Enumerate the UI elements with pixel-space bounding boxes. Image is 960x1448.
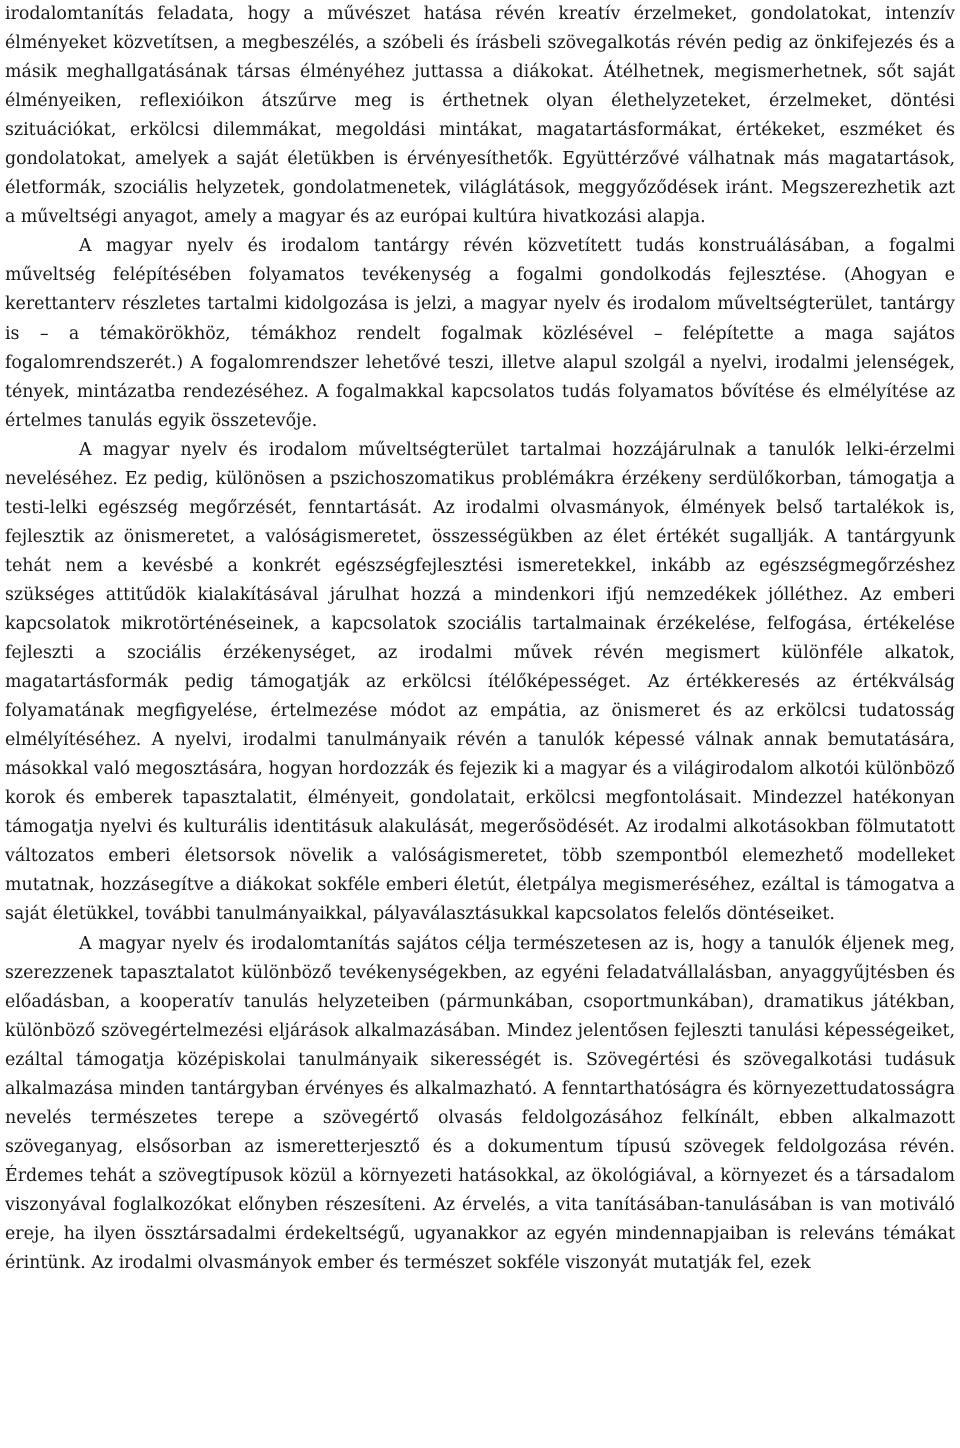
- paragraph-2: A magyar nyelv és irodalom tantárgy révén közvetített tudás konstruálásában, a fogalmi műveltség felépítésében folyamatos tevékenység a fogalmi gondolkodás fejlesztése. (Ahogyan e kerettanterv részletes tartalmi kidolgozása is jelzi, a magyar nyelv és irodalom műveltségterület, tantárgy is – a témakörökhöz, témákhoz rendelt fogalmak közlésével – felépítette a maga sajátos fogalomrendszerét.) A fogalomrendszer lehetővé teszi, illetve alapul szolgál a nyelvi, irodalmi jelenségek, tények, mintázatba rendezéséhez. A fogalmakkal kapcsolatos tudás folyamatos bővítése és elmélyítése az értelmes tanulás egyik összetevője.: [5, 236, 955, 431]
- paragraph-4: A magyar nyelv és irodalomtanítás sajátos célja természetesen az is, hogy a tanulók éljenek meg, szerezzenek tapasztalatot különböző tevékenységekben, az egyéni feladatvállalásban, anyaggyűjtésben és előadásban, a kooperatív tanulás helyzeteiben (pármunkában, csoportmunkában), dramatikus játékban, különböző szövegértelmezési eljárások alkalmazásában. Mindez jelentősen fejleszti tanulási képességeiket, ezáltal támogatja középiskolai tanulmányaik sikerességét is. Szövegértési és szövegalkotási tudásuk alkalmazása minden tantárgyban érvényes és alkalmazható. A fenntarthatóságra és környezettudatosságra nevelés természetes terepe a szövegértő olvasás feldolgozásához felkínált, ebben alkalmazott szöveganyag, elsősorban az ismeretterjesztő és a dokumentum típusú szövegek feldolgozása révén. Érdemes tehát a szövegtípusok közül a környezeti hatásokkal, az ökológiával, a környezet és a társadalom viszonyával foglalkozókat előnyben részesíteni. Az érvelés, a vita tanításában-tanulásában is van motiváló ereje, ha ilyen össztársadalmi érdekeltségű, ugyanakkor az egyén mindennapjaiban is releváns témákat érintünk. Az irodalmi olvasmányok ember és természet sokféle viszonyát mutatják fel, ezek: [5, 933, 955, 1274]
- paragraph-1: irodalomtanítás feladata, hogy a művészet hatása révén kreatív érzelmeket, gondolatokat, intenzív élményeket közvetítsen, a megbeszélés, a szóbeli és írásbeli szövegalkotás révén pedig az önkifejezés és a másik meghallgatásának társas élményéhez juttassa a diákokat. Átélhetnek, megismerhetnek, sőt saját élményeiken, reflexióikon átszűrve meg is érthetnek olyan élethelyzeteket, érzelmeket, döntési szituációkat, erkölcsi dilemmákat, megoldási mintákat, magatartásformákat, értékeket, eszméket és gondolatokat, amelyek a saját életükben is érvényesíthetők. Együttérzővé válhatnak más magatartások, életformák, szociális helyzetek, gondolatmenetek, világlátások, meggyőződések iránt. Megszerezhetik azt a műveltségi anyagot, amely a magyar és az európai kultúra hivatkozási alapja.: [5, 4, 955, 228]
- document-page: [5, 0, 955, 1278]
- paragraph-3: A magyar nyelv és irodalom műveltségterület tartalmai hozzájárulnak a tanulók lelki-érzelmi neveléséhez. Ez pedig, különösen a pszichoszomatikus problémákra érzékeny serdülőkorban, támogatja a testi-lelki egészség megőrzését, fenntartását. Az irodalmi olvasmányok, élmények belső tartalékok is, fejlesztik az önismeretet, a valóságismeretet, összességükben az élet értékét sugallják. A tantárgyunk tehát nem a kevésbé a konkrét egészségfejlesztési ismeretekkel, inkább az egészségmegőrzéshez szükséges attitűdök kialakításával járulhat hozzá a mindenkori ifjú nemzedékek jólléthez. Az emberi kapcsolatok mikrotörténéseinek, a kapcsolatok szociális tartalmainak érzékelése, felfogása, értékelése fejleszti a szociális érzékenységet, az irodalmi művek révén megismert különféle alkatok, magatartásformák pedig támogatják az erkölcsi ítélőképességet. Az értékkeresés az értékválság folyamatának megfigyelése, értelmezése módot az empátia, az önismeret és az erkölcsi tudatosság elmélyítéséhez. A nyelvi, irodalmi tanulmányaik révén a tanulók képessé válnak annak bemutatására, másokkal való megosztására, hogyan hordozzák és fejezik ki a magyar és a világirodalom alkotói különböző korok és emberek tapasztalatit, élményeit, gondolatait, erkölcsi megfontolásait. Mindezzel hatékonyan támogatja nyelvi és kulturális identitásuk alakulását, megerősödését. Az irodalmi alkotásokban fölmutatott változatos emberi életsorsok növelik a valóságismeretet, több szempontból elemezhető modelleket mutatnak, hozzásegítve a diákokat sokféle emberi életút, életpálya megismeréséhez, ezáltal is támogatva a saját életükkel, további tanulmányaikkal, pályaválasztásukkal kapcsolatos felelős döntéseiket.: [5, 439, 955, 925]
